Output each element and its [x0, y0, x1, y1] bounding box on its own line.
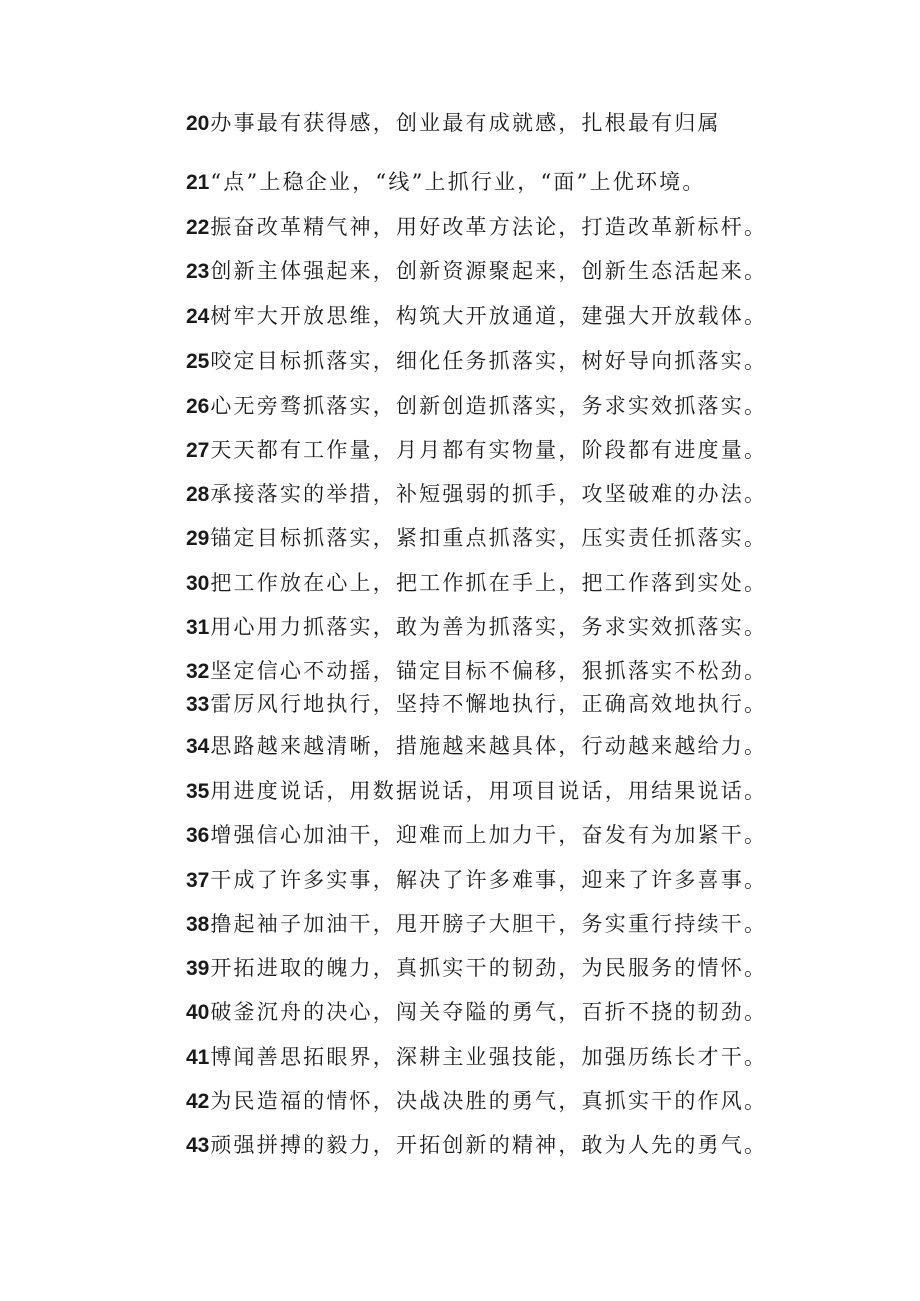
- item-text: 办事最有获得感，创业最有成就感，扎根最有归属: [210, 111, 721, 135]
- list-item: [186, 904, 886, 944]
- item-number: 28: [186, 483, 210, 506]
- list-item: [186, 518, 886, 558]
- item-number: 26: [186, 395, 210, 418]
- list-item: [186, 815, 886, 855]
- item-text: 破釜沉舟的决心，闯关夺隘的勇气，百折不挠的韧劲。: [210, 1000, 768, 1024]
- item-text: 用进度说话，用数据说话，用项目说话，用结果说话。: [210, 779, 768, 803]
- list-item: [186, 430, 886, 470]
- item-number: 41: [186, 1046, 210, 1069]
- item-text: “点”上稳企业，“线”上抓行业，“面”上优环境。: [210, 170, 706, 194]
- item-text: 咬定目标抓落实，细化任务抓落实，树好导向抓落实。: [210, 349, 768, 373]
- item-text: 撸起袖子加油干，甩开膀子大胆干，务实重行持续干。: [210, 912, 768, 936]
- item-number: 39: [186, 957, 210, 980]
- item-text: 把工作放在心上，把工作抓在手上，把工作落到实处。: [210, 571, 768, 595]
- item-number: 34: [186, 735, 210, 758]
- item-text: 用心用力抓落实，敢为善为抓落实，务求实效抓落实。: [210, 615, 768, 639]
- item-text: 树牢大开放思维，构筑大开放通道，建强大开放载体。: [210, 304, 768, 328]
- list-item: [186, 992, 886, 1032]
- list-item: [186, 1081, 886, 1121]
- item-number: 32: [186, 660, 210, 683]
- item-text: 坚定信心不动摇，锚定目标不偏移，狠抓落实不松劲。: [210, 659, 768, 683]
- list-item: [186, 607, 886, 647]
- item-number: 35: [186, 780, 210, 803]
- item-number: 29: [186, 527, 210, 550]
- item-number: 24: [186, 305, 210, 328]
- list-item: [186, 948, 886, 988]
- item-text: 博闻善思拓眼界，深耕主业强技能，加强历练长才干。: [210, 1045, 768, 1069]
- list-item: [186, 386, 886, 426]
- list-item: [186, 726, 886, 766]
- list-item: [186, 1125, 886, 1165]
- item-text: 思路越来越清晰，措施越来越具体，行动越来越给力。: [210, 734, 768, 758]
- item-number: 27: [186, 439, 210, 462]
- item-number: 43: [186, 1134, 210, 1157]
- item-text: 锚定目标抓落实，紧扣重点抓落实，压实责任抓落实。: [210, 526, 768, 550]
- item-number: 25: [186, 350, 210, 373]
- list-item: [186, 296, 886, 336]
- item-text: 干成了许多实事，解决了许多难事，迎来了许多喜事。: [210, 868, 768, 892]
- item-number: 21: [186, 171, 210, 194]
- list-item: [186, 684, 886, 724]
- item-number: 30: [186, 572, 210, 595]
- item-text: 增强信心加油干，迎难而上加力干，奋发有为加紧干。: [210, 823, 768, 847]
- item-number: 36: [186, 824, 210, 847]
- list-item: [186, 162, 886, 202]
- list-item: [186, 103, 886, 143]
- list-item: [186, 771, 886, 811]
- item-text: 顽强拼搏的毅力，开拓创新的精神，敢为人先的勇气。: [210, 1133, 768, 1157]
- item-text: 承接落实的举措，补短强弱的抓手，攻坚破难的办法。: [210, 482, 768, 506]
- item-number: 20: [186, 112, 210, 135]
- item-number: 33: [186, 693, 210, 716]
- list-item: [186, 1037, 886, 1077]
- item-text: 雷厉风行地执行，坚持不懈地执行，正确高效地执行。: [210, 692, 768, 716]
- item-number: 40: [186, 1001, 210, 1024]
- item-text: 心无旁骛抓落实，创新创造抓落实，务求实效抓落实。: [210, 394, 768, 418]
- item-number: 22: [186, 216, 210, 239]
- item-number: 31: [186, 616, 210, 639]
- list-item: [186, 860, 886, 900]
- item-text: 创新主体强起来，创新资源聚起来，创新生态活起来。: [210, 259, 768, 283]
- item-number: 38: [186, 913, 210, 936]
- list-item: [186, 207, 886, 247]
- list-item: [186, 251, 886, 291]
- item-text: 振奋改革精气神，用好改革方法论，打造改革新标杆。: [210, 215, 768, 239]
- list-item: [186, 563, 886, 603]
- list-item: [186, 474, 886, 514]
- item-number: 42: [186, 1090, 210, 1113]
- item-text: 为民造福的情怀，决战决胜的勇气，真抓实干的作风。: [210, 1089, 768, 1113]
- item-text: 天天都有工作量，月月都有实物量，阶段都有进度量。: [210, 438, 768, 462]
- item-number: 23: [186, 260, 210, 283]
- list-item: [186, 341, 886, 381]
- item-text: 开拓进取的魄力，真抓实干的韧劲，为民服务的情怀。: [210, 956, 768, 980]
- item-number: 37: [186, 869, 210, 892]
